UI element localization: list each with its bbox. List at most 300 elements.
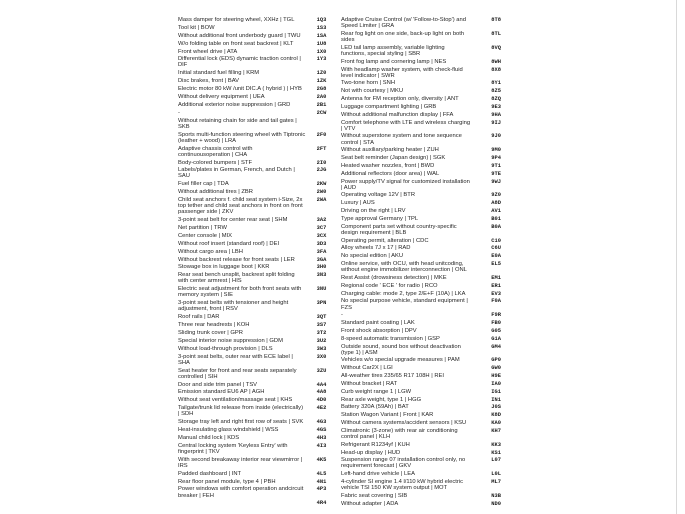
option-description: Rear floor panel module, type 4 | PBH [178, 478, 276, 485]
option-code: 9Z0 [491, 192, 501, 199]
option-description: Additional reflectors (door area) | WAL [341, 170, 440, 177]
option-description: 3-point seat belts, outer rear with ECE label | SHA [178, 353, 293, 366]
option-description: Emission standard EU6 AP | AGH [178, 389, 265, 396]
option-description: Battery 320A (59Ah) | BAT [341, 404, 409, 411]
option-code: 3W3 [316, 345, 327, 352]
page-edge-divider [676, 0, 677, 514]
option-code: 2KW [316, 181, 327, 188]
option-code: G1A [491, 335, 501, 342]
option-description: Tool kit | BOW [178, 24, 215, 31]
option-code: 3NU [316, 286, 327, 293]
option-description: Rear fog light on one side, back-up light on both sides [341, 30, 465, 43]
option-description: Without additional malfunction display | FFA [341, 111, 454, 118]
option-code: IA0 [491, 380, 501, 387]
option-code: GW0 [491, 365, 501, 372]
option-code: G05 [491, 327, 501, 334]
option-code: 4H3 [316, 434, 327, 441]
option-entry [341, 275, 502, 281]
option-description: Body-colored bumpers | STF [178, 159, 252, 166]
option-entry [178, 86, 340, 92]
option-code: 3N3 [316, 272, 327, 279]
option-description: Rear axle weight, type 1 | HGG [341, 396, 422, 403]
option-entry [341, 147, 502, 153]
option-code: 1Q3 [316, 17, 327, 23]
option-code: 4K5 [316, 456, 327, 463]
option-description: Two-tone horn | SNH [341, 80, 396, 87]
option-code: B0A [491, 223, 501, 230]
option-code: 4I3 [316, 442, 327, 449]
option-entry [341, 457, 502, 469]
option-description: LED tail lamp assembly, variable lighting functions, special styling | SBR [341, 44, 445, 57]
option-description: Rest Assist (drowsiness detection) | MKE [341, 274, 447, 281]
option-entry [178, 167, 340, 179]
option-entry [178, 189, 340, 195]
option-description: Charging cable: mode 2, type 2/E+F (10A) | LKA [341, 290, 466, 297]
option-code: 1Y3 [316, 56, 327, 63]
option-entry [341, 291, 502, 297]
option-entry [341, 381, 502, 387]
option-code: 3QT [316, 314, 327, 321]
option-code: 3X0 [316, 353, 327, 360]
option-code: ML7 [491, 479, 501, 486]
option-description: Without additional tires | ZBR [178, 189, 253, 196]
option-description: With headlamp washer system, with check-fluid level indicator | SWR [341, 66, 463, 79]
option-entry [341, 59, 502, 65]
option-entry [178, 70, 340, 76]
option-entry [178, 241, 340, 247]
option-code: 1ZK [316, 78, 327, 85]
option-description: Vehicles w/o special upgrade measures | PAM [341, 357, 460, 364]
option-entry [341, 397, 502, 403]
option-code: L07 [491, 457, 501, 464]
option-description: All-weather tires 235/65 R17 108H | REI [341, 373, 445, 380]
option-description: Left-hand drive vehicle | LEA [341, 471, 416, 478]
option-code: 8TL [491, 30, 501, 37]
option-code: 8VQ [491, 44, 501, 51]
option-entry [341, 112, 502, 118]
option-description: Luxury | AUS [341, 200, 375, 207]
option-entry [178, 160, 340, 166]
option-code: GM4 [491, 343, 501, 350]
option-entry [341, 88, 502, 94]
option-entry [178, 405, 340, 417]
option-code: 9HA [491, 111, 501, 118]
option-entry [178, 217, 340, 223]
option-description: Without camera systems/accident sensors | KSU [341, 419, 467, 426]
option-description: - [178, 109, 180, 116]
option-code: 3CX [316, 232, 327, 239]
option-entry [178, 427, 340, 433]
option-entry [341, 179, 502, 191]
option-entry [178, 17, 340, 23]
option-description: Power windows with comfort operation andcircuit breaker | FEH [178, 486, 304, 499]
option-entry [178, 132, 340, 144]
option-code: 3H0 [316, 264, 327, 271]
option-code: 9T1 [491, 162, 501, 169]
option-entry [341, 298, 502, 310]
option-description: Manual child lock | KDS [178, 434, 240, 441]
option-entry [341, 17, 502, 29]
option-description: Tailgate/trunk lid release from inside (electrically) | SDH [178, 405, 304, 418]
equipment-list-left [178, 17, 340, 507]
option-code: 4G3 [316, 419, 327, 426]
option-description: No special purpose vehicle, standard equipment | FZS [341, 298, 468, 311]
option-description: Online service, with OCU, with head unitcoding, without engine immobilizer interconnection | ONL [341, 261, 467, 274]
option-description: Alloy wheels 7J x 17 | RAD [341, 245, 411, 252]
option-description: Without load-through provision | DLS [178, 345, 273, 352]
option-description: Heated washer nozzles, front | BWD [341, 162, 435, 169]
option-description: Stowage box in luggage boot | KKR [178, 264, 270, 271]
option-code: 2A0 [316, 93, 327, 100]
option-code: IN1 [491, 396, 501, 403]
option-entry [178, 389, 340, 395]
option-code: 2B1 [316, 101, 327, 108]
option-entry [341, 420, 502, 426]
option-entry [341, 389, 502, 395]
option-code: 2G8 [316, 86, 327, 93]
option-code: 4A4 [316, 381, 327, 388]
option-entry [341, 208, 502, 214]
option-code: KH7 [491, 427, 501, 434]
option-description: Front shock absorption | DPV [341, 327, 417, 334]
option-description: Heat-insulating glass windshield | WSS [178, 426, 279, 433]
option-entry [178, 233, 340, 239]
option-entry [178, 471, 340, 477]
option-code: KA0 [491, 419, 501, 426]
option-entry [341, 336, 502, 342]
option-code: H9E [491, 373, 501, 380]
option-code: 1U8 [316, 40, 327, 47]
option-description: Type approval Germany | TPL [341, 215, 419, 222]
option-code: 4R4 [316, 500, 327, 507]
option-description: Sliding trunk cover | GPR [178, 329, 243, 336]
option-entry [341, 312, 502, 318]
option-description: Standard paint coating | LAK [341, 320, 415, 327]
option-entry [341, 67, 502, 79]
option-description: - [341, 312, 343, 319]
option-code: 3D3 [316, 240, 327, 247]
option-description: Without roof insert (standard roof) | DEI [178, 240, 280, 247]
option-entry [178, 300, 340, 312]
option-code: 8X8 [491, 66, 501, 73]
option-entry [178, 368, 340, 380]
option-description: 3-point seat belts with tensioner and height adjustment, front | RSV [178, 300, 289, 313]
option-entry [341, 253, 502, 259]
option-entry [341, 192, 502, 198]
option-description: 4-cylinder SI engine 1.4 l/110 kW hybrid electric vehicle TSI 150 KW system output | MOT [341, 479, 464, 492]
option-entry [341, 320, 502, 326]
option-description: Operating permit, alteration | CDC [341, 237, 429, 244]
option-code: 9TE [491, 170, 501, 177]
option-entry [178, 49, 340, 55]
option-code: 8WH [491, 58, 501, 65]
option-code: B01 [491, 215, 501, 222]
option-entry [178, 382, 340, 388]
option-entry [178, 249, 340, 255]
option-entry [341, 404, 502, 410]
option-code: 2FT [316, 145, 327, 152]
option-code: C10 [491, 237, 501, 244]
option-description: Without adapter | ADA [341, 500, 399, 507]
option-description: Disc brakes, front | BAV [178, 78, 239, 85]
option-description: With second breakaway interior rear viewmirror | IRS [178, 456, 303, 469]
option-description: Without cargo area | LBH [178, 248, 243, 255]
option-entry [341, 104, 502, 110]
option-code: 4D0 [316, 397, 327, 404]
option-description: Electric motor 80 kW /unit DIC.A ( hybrid ) | HYB [178, 86, 302, 93]
option-code: 8T8 [491, 17, 501, 23]
option-entry [178, 457, 340, 469]
option-description: Without delivery equipment | UEA [178, 93, 265, 100]
option-code: KS1 [491, 449, 501, 456]
option-entry [178, 435, 340, 441]
option-description: Padded dashboard | INT [178, 470, 242, 477]
option-code: F0A [491, 298, 501, 305]
option-entry [178, 41, 340, 47]
option-entry [178, 443, 340, 455]
option-code: L0L [491, 471, 501, 478]
option-entry [341, 120, 502, 132]
option-code: KK3 [491, 441, 501, 448]
option-description: Suspension range 07 installation control only, no requirement forecast | GKV [341, 457, 466, 470]
option-code: 1S3 [316, 24, 327, 31]
option-code: J0S [491, 404, 501, 411]
option-code: AV1 [491, 208, 501, 215]
option-entry [178, 500, 340, 506]
option-code: N3B [491, 492, 501, 499]
option-description: Fuel filler cap | TDA [178, 181, 229, 188]
option-entry [178, 225, 340, 231]
option-entry [341, 245, 502, 251]
option-description: Operating voltage 12V | BTR [341, 192, 416, 199]
option-code: F9R [491, 312, 501, 319]
option-entry [178, 181, 340, 187]
option-entry [178, 257, 340, 263]
option-description: Component parts set without country-specific design requirement | BLB [341, 223, 457, 236]
option-description: Without additional front underbody guard | TWU [178, 32, 301, 39]
option-description: Head-up display | HUD [341, 449, 401, 456]
option-code: 3GA [316, 256, 327, 263]
option-description: Initial standard fuel filling | KRM [178, 70, 260, 77]
option-code: 9E3 [491, 103, 501, 110]
option-entry [178, 272, 340, 284]
option-description: Electric seat adjustment for both front seats with memory system | SIE [178, 286, 302, 299]
option-description: Station Wagon Variant | Front | KAR [341, 412, 434, 419]
option-code: 8Z5 [491, 88, 501, 95]
option-description: Driving on the right | LRV [341, 208, 406, 215]
option-code: IG1 [491, 388, 501, 395]
option-description: Seat heater for front and rear seats separately controlled | SIH [178, 367, 297, 380]
option-entry [341, 96, 502, 102]
option-entry [341, 373, 502, 379]
option-code: C6U [491, 245, 501, 252]
option-entry [178, 346, 340, 352]
option-entry [178, 264, 340, 270]
option-entry [341, 471, 502, 477]
option-description: Fabric seat covering | SIB [341, 492, 408, 499]
option-description: Climatronic (3-zone) with rear air conditioning control panel | KLH [341, 427, 458, 440]
option-description: Without retaining chain for side and tail gates | SKB [178, 117, 297, 130]
option-entry [341, 493, 502, 499]
option-entry [341, 224, 502, 236]
option-entry [341, 200, 502, 206]
option-code: 1Z0 [316, 70, 327, 77]
option-code: 2JG [316, 167, 327, 174]
option-description: Front wheel drive | ATA [178, 48, 238, 55]
option-description: Front fog lamp and cornering lamp | NES [341, 58, 447, 65]
option-code: 3C7 [316, 225, 327, 232]
option-description: Without superstone system and tone sequence control | STA [341, 133, 462, 146]
option-code: 9IJ [491, 119, 501, 126]
option-description: Without auxiliary/parking heater | ZUH [341, 147, 439, 154]
option-entry [178, 94, 340, 100]
option-code: 8ZQ [491, 96, 501, 103]
option-description: Additional exterior noise suppression | GRD [178, 101, 291, 108]
option-description: 3-point seat belt for center rear seat | SHM [178, 217, 288, 224]
option-code: ND0 [491, 500, 501, 507]
option-description: Storage tray left and right first row of seats | SVK [178, 419, 304, 426]
option-description: Not with courtesy | MKU [341, 88, 404, 95]
option-code: K8D [491, 412, 501, 419]
option-entry [341, 479, 502, 491]
option-entry [341, 171, 502, 177]
option-entry [341, 450, 502, 456]
option-code: FB0 [491, 320, 501, 327]
option-description: Central locking system 'Keyless Entry' with fingerprint | TKV [178, 442, 288, 455]
option-entry [341, 501, 502, 507]
option-description: Child seat anchors f. child seat system i-Size, 2x top tether and child seat anchors in front on front passenger side | ZKV [178, 197, 303, 216]
option-code: EV3 [491, 290, 501, 297]
option-code: 2CW [316, 109, 327, 116]
option-description: Without Car2X | LGI [341, 365, 393, 372]
option-entry [341, 261, 502, 273]
option-entry [178, 486, 340, 498]
option-entry [178, 197, 340, 215]
option-code: EL5 [491, 261, 501, 268]
option-description: Door and side trim panel | TSV [178, 381, 258, 388]
option-description: Luggage compartment lighting | GRB [341, 103, 437, 110]
option-description: Antenna for FM reception only, diversity | ANT [341, 96, 459, 103]
option-entry [341, 328, 502, 334]
option-entry [341, 80, 502, 86]
option-code: 4A8 [316, 389, 327, 396]
option-description: Sports multi-function steering wheel with Tiptronic (leather + wood) | LRA [178, 131, 306, 144]
option-code: A8D [491, 200, 501, 207]
option-code: 3S7 [316, 322, 327, 329]
option-code: 3ZU [316, 367, 327, 374]
option-entry [341, 216, 502, 222]
option-code: 9J0 [491, 133, 501, 140]
option-entry [341, 155, 502, 161]
option-entry [341, 45, 502, 57]
option-entry [178, 338, 340, 344]
option-code: 9P4 [491, 155, 501, 162]
option-entry [178, 25, 340, 31]
option-entry [341, 442, 502, 448]
option-description: Mass damper for steering wheel, XXHz | TGL [178, 17, 295, 23]
option-description: Center console | MIX [178, 232, 233, 239]
option-entry [178, 118, 340, 130]
option-entry [341, 357, 502, 363]
option-entry [178, 330, 340, 336]
option-description: Net partition | TRW [178, 225, 227, 232]
option-entry [341, 428, 502, 440]
option-description: Refrigerant R1234yf | KUH [341, 441, 410, 448]
option-entry [341, 133, 502, 145]
option-code: 3PN [316, 300, 327, 307]
option-code: ER1 [491, 282, 501, 289]
option-description: Three rear headrests | KOH [178, 322, 250, 329]
option-description: Rear seat bench unsplit, backrest split folding with center armrest | HIS [178, 272, 295, 285]
option-entry [178, 146, 340, 158]
option-entry [178, 314, 340, 320]
option-description: Without backrest release for front seats | LER [178, 256, 295, 263]
option-code: 4GS [316, 426, 327, 433]
option-description: W/o folding table on front seat backrest | KLT [178, 40, 294, 47]
option-description: Curb weight range 1 | LGW [341, 388, 412, 395]
option-entry [341, 412, 502, 418]
option-code: 2WA [316, 197, 327, 204]
option-entry [178, 102, 340, 108]
option-code: 4L5 [316, 470, 327, 477]
option-description: Differential lock (EDS) dynamic traction control | DIF [178, 56, 301, 69]
option-code: EM1 [491, 274, 501, 281]
option-code: 3FA [316, 248, 327, 255]
option-code: 4E2 [316, 405, 327, 412]
equipment-list-right [341, 17, 502, 507]
option-description: Adaptive chassis control with continuousoperation | CHA [178, 145, 253, 158]
option-description: Roof rails | DAR [178, 314, 220, 321]
option-code: 2W0 [316, 189, 327, 196]
option-description: 8-speed automatic transmission | GSP [341, 335, 440, 342]
option-description: Labels/plates in German, French, and Dutch | SAU [178, 167, 295, 180]
option-code: E0A [491, 253, 501, 260]
option-entry [341, 31, 502, 43]
option-entry [341, 344, 502, 356]
option-entry [341, 365, 502, 371]
option-code: 3U2 [316, 337, 327, 344]
option-entry [178, 56, 340, 68]
option-entry [178, 110, 340, 116]
option-description: Comfort telephone with LTE and wireless charging | VTV [341, 119, 471, 132]
option-code: 3A2 [316, 217, 327, 224]
option-description: Without bracket | RAT [341, 380, 398, 387]
option-code: GP0 [491, 357, 501, 364]
option-code: 4P3 [316, 486, 327, 493]
option-description: Seat belt reminder (Japan design) | SGK [341, 155, 446, 162]
option-code: 2I0 [316, 159, 327, 166]
option-entry [178, 354, 340, 366]
option-description: Outside sound, sound box without deactivation (type 1) | ASM [341, 343, 461, 356]
option-code: 1SA [316, 32, 327, 39]
option-code: 8Y1 [491, 80, 501, 87]
option-entry [178, 322, 340, 328]
option-entry [178, 286, 340, 298]
option-description: No special edition | AKU [341, 253, 404, 260]
option-description: Regional code ' ECE ' for radio | RCO [341, 282, 438, 289]
option-code: 9M0 [491, 147, 501, 154]
option-description: Power supply/TV signal for customized installation | AUD [341, 178, 470, 191]
option-description: Without seat ventilation/massage seat | KHS [178, 397, 293, 404]
option-entry [178, 419, 340, 425]
option-entry [178, 33, 340, 39]
option-entry [178, 479, 340, 485]
option-description: Adaptive Cruise Control (w/ 'Follow-to-Stop') and Speed Limiter | GRA [341, 17, 466, 30]
option-code: 4N1 [316, 478, 327, 485]
option-entry [178, 397, 340, 403]
option-entry [178, 78, 340, 84]
option-code: 3T2 [316, 329, 327, 336]
